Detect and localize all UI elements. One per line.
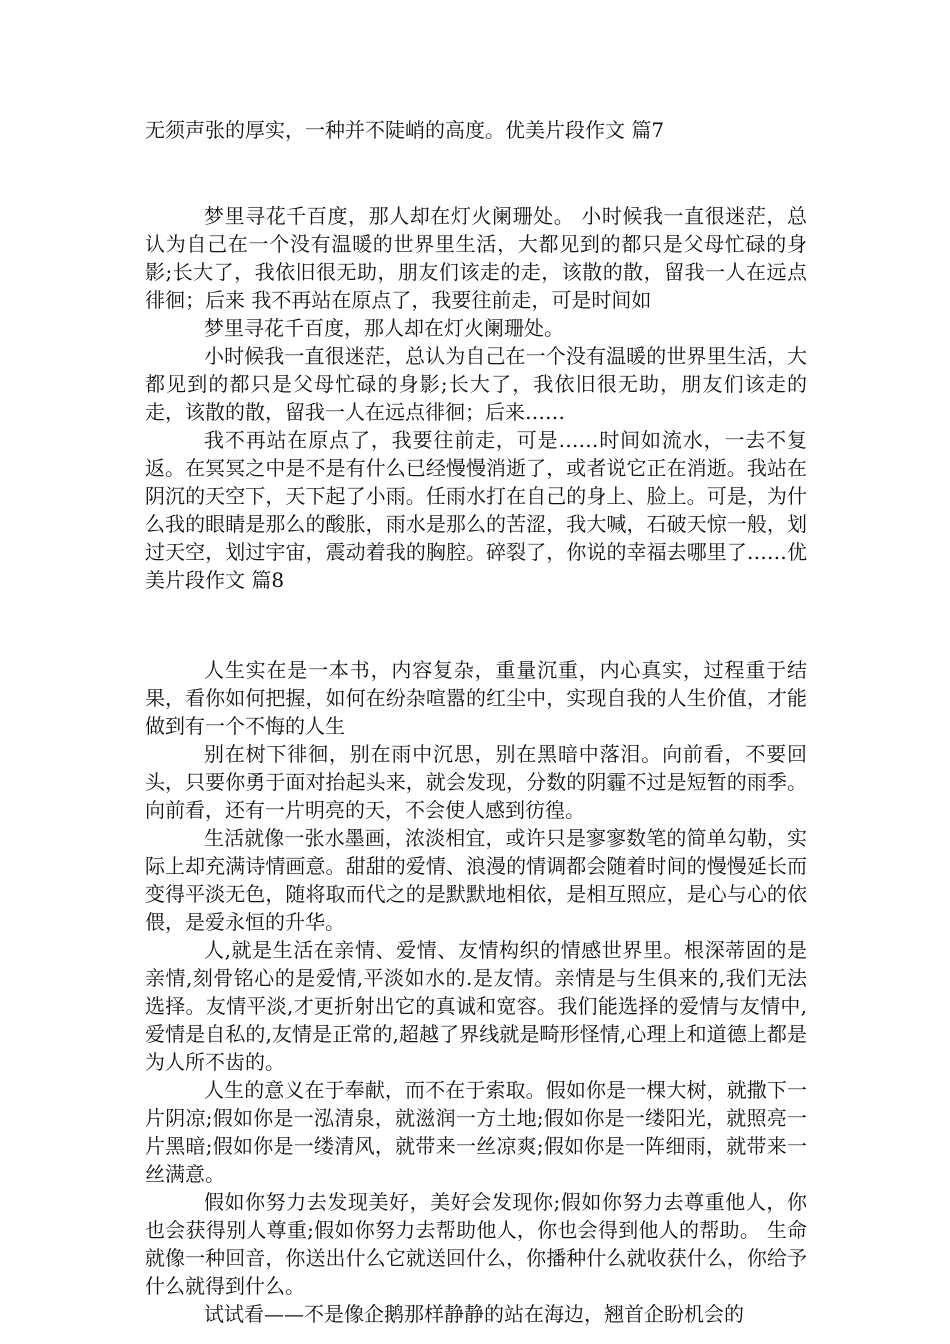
paragraph: 人生实在是一本书，内容复杂，重量沉重，内心真实，过程重于结果，看你如何把握，如何在纷杂喧嚣的红尘中，实现自我的人生价值，才能做到有一个不悔的人生 — [145, 658, 807, 738]
paragraph: 人,就是生活在亲情、爱情、友情构织的情感世界里。根深蒂固的是亲情,刻骨铭心的是爱情,平淡如水的.是友情。亲情是与生俱来的,我们无法选择。友情平淡,才更折射出它的真诚和宽容。我们能选择的爱情与友情中,爱情是自私的,友情是正常的,超越了界线就是畸形怪情,心理上和道德上都是为人所不齿的。 — [145, 938, 807, 1074]
paragraph: 我不再站在原点了，我要往前走，可是……时间如流水，一去不复返。在冥冥之中是不是有什么已经慢慢消逝了，或者说它正在消逝。我站在阴沉的天空下，天下起了小雨。任雨水打在自己的身上、脸上。可是，为什么我的眼睛是那么的酸胀，雨水是那么的苦涩，我大喊，石破天惊一般，划过天空，划过宇宙，震动着我的胸腔。碎裂了，你说的幸福去哪里了……优美片段作文 篇8 — [145, 428, 807, 592]
paragraph: 试试看——不是像企鹅那样静静的站在海边，翘首企盼机会的 — [204, 1302, 744, 1326]
paragraph: 生活就像一张水墨画，浓淡相宜，或许只是寥寥数笔的简单勾勒，实际上却充满诗情画意。甜甜的爱情、浪漫的情调都会随着时间的慢慢延长而变得平淡无色，随将取而代之的是默默地相依，是相互照应，是心与心的依偎，是爱永恒的升华。 — [145, 826, 807, 934]
paragraph: 假如你努力去发现美好，美好会发现你;假如你努力去尊重他人，你也会获得别人尊重;假如你努力去帮助他人，你也会得到他人的帮助。 生命就像一种回音，你送出什么它就送回什么，你播种什么就收获什么，你给予什么就得到什么。 — [145, 1190, 807, 1298]
paragraph: 别在树下徘徊，别在雨中沉思，别在黑暗中落泪。向前看，不要回头，只要你勇于面对抬起头来，就会发现，分数的阴霾不过是短暂的雨季。向前看，还有一片明亮的天，不会使人感到彷徨。 — [145, 742, 807, 822]
paragraph: 人生的意义在于奉献，而不在于索取。假如你是一棵大树，就撒下一片阴凉;假如你是一泓清泉，就滋润一方土地;假如你是一缕阳光，就照亮一片黑暗;假如你是一缕清风，就带来一丝凉爽;假如你是一阵细雨，就带来一丝满意。 — [145, 1078, 807, 1186]
document-page — [145, 116, 807, 1328]
paragraph: 小时候我一直很迷茫，总认为自己在一个没有温暖的世界里生活，大都见到的都只是父母忙碌的身影;长大了，我依旧很无助，朋友们该走的走，该散的散，留我一人在远点徘徊；后来…… — [145, 344, 807, 424]
paragraph: 梦里寻花千百度，那人却在灯火阑珊处。 — [204, 316, 564, 340]
paragraph: 梦里寻花千百度，那人却在灯火阑珊处。 小时候我一直很迷茫，总认为自己在一个没有温暖的世界里生活，大都见到的都只是父母忙碌的身影;长大了，我依旧很无助，朋友们该走的走，该散的散，留我一人在远点徘徊；后来 我不再站在原点了，我要往前走，可是时间如 — [145, 204, 807, 312]
paragraph-heading-line: 无须声张的厚实，一种并不陡峭的高度。优美片段作文 篇7 — [145, 118, 665, 142]
